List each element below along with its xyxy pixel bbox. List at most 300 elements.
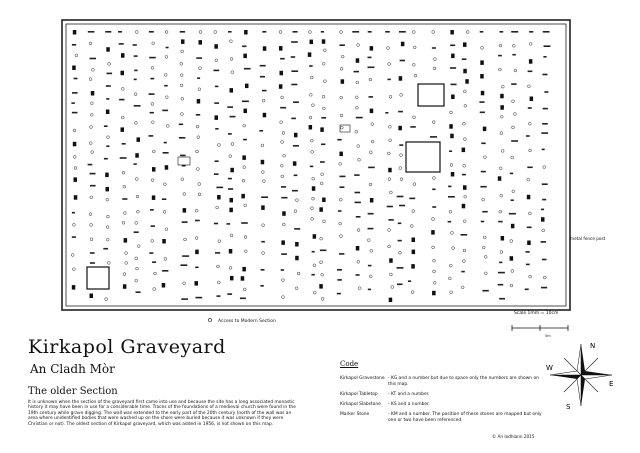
marker-stone bbox=[90, 126, 93, 129]
marker-stone bbox=[151, 103, 154, 106]
gravestone bbox=[525, 289, 529, 291]
marker-stone bbox=[280, 164, 283, 167]
slabstone bbox=[529, 59, 533, 64]
gravestone bbox=[164, 85, 168, 87]
marker-stone bbox=[339, 198, 342, 201]
slabstone bbox=[73, 142, 77, 147]
gravestone bbox=[294, 175, 298, 177]
marker-stone bbox=[452, 247, 455, 250]
gravestone bbox=[544, 45, 551, 47]
marker-stone bbox=[283, 154, 286, 157]
gravestone bbox=[179, 124, 183, 126]
gravestone bbox=[196, 57, 202, 59]
marker-stone bbox=[400, 154, 403, 157]
marker-stone bbox=[243, 288, 246, 291]
marker-stone bbox=[542, 229, 545, 232]
marker-stone bbox=[197, 136, 200, 139]
marker-stone bbox=[388, 229, 391, 232]
slabstone bbox=[527, 241, 531, 246]
slabstone bbox=[137, 137, 141, 142]
section-heading: The older Section bbox=[28, 386, 118, 397]
access-label: Access to Modern Section bbox=[218, 319, 276, 324]
gravestone bbox=[398, 223, 402, 225]
gravestone bbox=[292, 190, 298, 192]
marker-stone bbox=[74, 167, 77, 170]
gravestone bbox=[280, 107, 286, 109]
gravestone bbox=[181, 298, 188, 300]
marker-stone bbox=[281, 96, 284, 99]
marker-stone bbox=[73, 129, 76, 132]
gravestone bbox=[88, 164, 93, 166]
gravestone bbox=[482, 290, 488, 292]
gravestone bbox=[310, 166, 313, 168]
gravestone bbox=[542, 149, 545, 151]
code-desc: - KT and a number. bbox=[388, 392, 430, 397]
marker-stone bbox=[510, 284, 513, 287]
gravestone bbox=[354, 174, 359, 176]
marker-stone bbox=[481, 46, 484, 49]
gravestone bbox=[214, 223, 218, 225]
marker-stone bbox=[231, 71, 234, 74]
gravestone bbox=[293, 101, 299, 103]
gravestone bbox=[149, 31, 154, 33]
slabstone bbox=[230, 168, 234, 173]
marker-stone bbox=[280, 121, 283, 124]
marker-stone bbox=[499, 68, 502, 71]
gravestone bbox=[397, 267, 404, 269]
marker-stone bbox=[136, 195, 139, 198]
marker-stone bbox=[122, 171, 125, 174]
gravestone bbox=[293, 31, 298, 33]
gravestone bbox=[122, 143, 126, 145]
gravestone bbox=[385, 31, 390, 33]
marker-stone bbox=[217, 281, 220, 284]
gravestone bbox=[397, 284, 403, 286]
gravestone bbox=[228, 133, 232, 135]
gravestone bbox=[119, 99, 124, 101]
slabstone bbox=[401, 42, 405, 47]
marker-stone bbox=[163, 210, 166, 213]
gravestone bbox=[462, 58, 467, 60]
gravestone bbox=[368, 265, 372, 267]
marker-stone bbox=[529, 149, 532, 152]
slabstone bbox=[498, 176, 502, 181]
marker-stone bbox=[450, 111, 453, 114]
marker-stone bbox=[432, 121, 435, 124]
marker-stone bbox=[399, 167, 402, 170]
gravestone bbox=[215, 86, 219, 88]
marker-stone bbox=[389, 95, 392, 98]
compass-rose-icon bbox=[546, 340, 616, 410]
marker-stone bbox=[482, 198, 485, 201]
slabstone bbox=[281, 240, 285, 245]
marker-stone bbox=[449, 210, 452, 213]
slabstone bbox=[74, 195, 78, 200]
slabstone bbox=[463, 69, 467, 74]
gravestone bbox=[281, 269, 284, 271]
gravestone bbox=[105, 31, 111, 33]
gravestone bbox=[399, 144, 403, 146]
slabstone bbox=[450, 30, 454, 35]
slabstone bbox=[356, 58, 360, 63]
gravestone bbox=[149, 57, 156, 59]
gravestone bbox=[321, 144, 325, 146]
gravestone bbox=[260, 285, 263, 287]
marker-stone bbox=[262, 252, 265, 255]
slabstone bbox=[121, 127, 125, 131]
slabstone bbox=[465, 79, 469, 84]
gravestone bbox=[499, 298, 505, 300]
marker-stone bbox=[137, 210, 140, 213]
slabstone bbox=[500, 105, 504, 110]
gravestone bbox=[355, 192, 361, 194]
marker-stone bbox=[231, 143, 234, 146]
code-desc: - KM and a number. The position of these stones are mapped but only one or two have been referenced. bbox=[388, 412, 542, 423]
fence-post-note: metal fence post bbox=[570, 236, 606, 241]
slabstone bbox=[431, 230, 435, 235]
marker-stone bbox=[166, 125, 169, 128]
gravestone bbox=[214, 173, 219, 175]
enclosure-southwest bbox=[87, 267, 109, 289]
marker-stone bbox=[294, 210, 297, 213]
marker-stone bbox=[323, 220, 326, 223]
gravestone bbox=[149, 135, 154, 137]
marker-stone bbox=[312, 197, 315, 200]
marker-stone bbox=[164, 183, 167, 186]
marker-stone bbox=[432, 218, 435, 221]
slabstone bbox=[541, 217, 545, 222]
slabstone bbox=[242, 155, 246, 160]
compass-n: N bbox=[590, 342, 596, 350]
gravestone bbox=[180, 31, 185, 33]
marker-stone bbox=[387, 152, 390, 155]
gravestone bbox=[388, 219, 393, 221]
gravestone bbox=[104, 125, 108, 127]
marker-stone bbox=[136, 267, 139, 270]
credit-line: © An Iodhlann 2015 bbox=[492, 434, 535, 439]
marker-stone bbox=[369, 78, 372, 81]
marker-stone bbox=[528, 122, 531, 125]
gravestone bbox=[339, 176, 345, 178]
gravestone bbox=[498, 284, 504, 286]
gravestone bbox=[527, 167, 532, 169]
gravestone bbox=[197, 77, 200, 79]
gravestone bbox=[134, 231, 139, 233]
marker-stone bbox=[215, 59, 218, 62]
gravestone bbox=[543, 108, 548, 110]
marker-stone bbox=[263, 180, 266, 183]
gravestone bbox=[281, 197, 287, 199]
marker-stone bbox=[89, 42, 92, 45]
gravestone bbox=[337, 279, 342, 281]
gravestone bbox=[432, 189, 435, 191]
gravestone bbox=[432, 47, 436, 49]
marker-stone bbox=[282, 223, 285, 226]
marker-stone bbox=[90, 196, 93, 199]
gravestone bbox=[242, 46, 246, 48]
gravestone bbox=[338, 210, 342, 212]
gravestone bbox=[500, 31, 504, 33]
marker-stone bbox=[90, 238, 93, 241]
marker-stone bbox=[214, 31, 217, 34]
marker-stone bbox=[164, 74, 167, 77]
marker-stone bbox=[195, 209, 198, 212]
marker-stone bbox=[198, 193, 201, 196]
marker-stone bbox=[370, 249, 373, 252]
marker-stone bbox=[151, 240, 154, 243]
gravestone bbox=[321, 117, 326, 119]
gravestone bbox=[107, 73, 113, 75]
gravestone bbox=[294, 228, 300, 230]
marker-stone bbox=[261, 144, 264, 147]
gravestone bbox=[162, 198, 166, 200]
marker-stone bbox=[357, 44, 360, 47]
slabstone bbox=[319, 207, 323, 212]
slabstone bbox=[214, 44, 218, 49]
gravestone bbox=[526, 251, 530, 253]
marker-stone bbox=[137, 245, 140, 248]
gravestone bbox=[241, 222, 248, 224]
marker-stone bbox=[387, 47, 390, 50]
marker-stone bbox=[197, 168, 200, 171]
marker-stone bbox=[414, 74, 417, 77]
marker-stone bbox=[106, 238, 109, 241]
marker-stone bbox=[183, 282, 186, 285]
marker-stone bbox=[152, 42, 155, 45]
marker-stone bbox=[511, 270, 514, 273]
slabstone bbox=[263, 46, 267, 51]
marker-stone bbox=[340, 67, 343, 70]
marker-stone bbox=[358, 287, 361, 290]
slabstone bbox=[412, 250, 416, 255]
gravestone bbox=[385, 112, 388, 114]
gravestone bbox=[543, 31, 550, 33]
marker-stone bbox=[340, 235, 343, 238]
slabstone bbox=[432, 291, 436, 296]
marker-stone bbox=[510, 240, 513, 243]
gravestone bbox=[149, 252, 153, 254]
marker-stone bbox=[229, 155, 232, 158]
marker-stone bbox=[165, 228, 168, 231]
gravestone bbox=[227, 223, 231, 225]
gravestone bbox=[408, 280, 411, 282]
access-marker bbox=[208, 318, 211, 321]
marker-stone bbox=[309, 31, 312, 34]
gravestone bbox=[498, 55, 502, 57]
gravestone bbox=[242, 101, 249, 103]
marker-stone bbox=[229, 267, 232, 270]
slabstone bbox=[261, 160, 265, 165]
slabstone bbox=[462, 148, 466, 153]
marker-stone bbox=[122, 221, 125, 224]
marker-stone bbox=[483, 236, 486, 239]
slabstone bbox=[389, 298, 393, 303]
slabstone bbox=[183, 208, 187, 213]
gravestone bbox=[542, 74, 547, 76]
gravestone bbox=[510, 173, 513, 175]
slabstone bbox=[399, 76, 403, 81]
code-desc: - KG and a number but due to space only the numbers are shown on this map. bbox=[388, 376, 539, 387]
gravestone bbox=[340, 186, 345, 188]
marker-stone bbox=[369, 183, 372, 186]
gravestone bbox=[164, 142, 167, 144]
marker-stone bbox=[321, 298, 324, 301]
gravestone bbox=[293, 145, 299, 147]
gravestone bbox=[291, 70, 298, 72]
gravestone bbox=[544, 91, 548, 93]
gravestone bbox=[528, 107, 532, 109]
slabstone bbox=[511, 224, 515, 229]
marker-stone bbox=[198, 183, 201, 186]
marker-stone bbox=[135, 31, 138, 34]
marker-stone bbox=[282, 132, 285, 135]
marker-stone bbox=[281, 175, 284, 178]
slabstone bbox=[217, 195, 221, 200]
gravestone bbox=[281, 253, 287, 255]
slabstone bbox=[279, 84, 283, 89]
gravestone bbox=[337, 139, 341, 141]
marker-stone bbox=[313, 264, 316, 267]
gravestone bbox=[450, 67, 456, 69]
marker-stone bbox=[279, 31, 282, 34]
slabstone bbox=[412, 238, 416, 243]
gravestone bbox=[163, 152, 169, 154]
slabstone bbox=[106, 110, 110, 115]
gravestone bbox=[150, 209, 154, 211]
marker-stone bbox=[195, 237, 198, 240]
slabstone bbox=[463, 185, 467, 190]
gravestone bbox=[228, 188, 233, 190]
marker-stone bbox=[135, 222, 138, 225]
slabstone bbox=[152, 195, 156, 200]
slabstone bbox=[244, 109, 248, 114]
marker-stone bbox=[181, 97, 184, 100]
gravestone bbox=[398, 240, 402, 242]
marker-stone bbox=[125, 252, 128, 255]
gravestone bbox=[72, 236, 76, 238]
slabstone bbox=[121, 71, 125, 76]
marker-stone bbox=[340, 126, 343, 129]
marker-stone bbox=[527, 178, 530, 181]
slabstone bbox=[388, 168, 392, 173]
gravestone bbox=[291, 118, 296, 120]
gravestone bbox=[90, 252, 95, 254]
marker-stone bbox=[106, 198, 109, 201]
marker-stone bbox=[107, 262, 110, 265]
marker-stone bbox=[410, 225, 413, 228]
gravestone bbox=[261, 269, 265, 271]
gravestone bbox=[542, 259, 547, 261]
marker-stone bbox=[413, 116, 416, 119]
gravestone bbox=[134, 55, 138, 57]
gravestone bbox=[369, 96, 374, 98]
slabstone bbox=[389, 258, 393, 263]
gravestone bbox=[542, 199, 546, 201]
marker-stone bbox=[123, 185, 126, 188]
slabstone bbox=[244, 30, 248, 35]
marker-stone bbox=[500, 194, 503, 197]
marker-stone bbox=[152, 150, 155, 153]
marker-stone bbox=[482, 246, 485, 249]
gravestone bbox=[511, 31, 518, 33]
marker-stone bbox=[165, 96, 168, 99]
gravestone bbox=[542, 123, 548, 125]
compass-s: S bbox=[566, 403, 571, 410]
slabstone bbox=[72, 285, 76, 290]
marker-stone bbox=[499, 44, 502, 47]
gravestone bbox=[134, 70, 137, 72]
slabstone bbox=[312, 186, 316, 191]
slabstone bbox=[197, 99, 201, 104]
slabstone bbox=[451, 172, 455, 177]
marker-stone bbox=[242, 179, 245, 182]
marker-stone bbox=[90, 113, 93, 116]
gravestone bbox=[541, 287, 547, 289]
marker-stone bbox=[412, 31, 415, 34]
gravestone bbox=[261, 196, 268, 198]
slabstone bbox=[72, 66, 76, 71]
gravestone bbox=[291, 56, 296, 58]
marker-stone bbox=[529, 43, 532, 46]
slabstone bbox=[462, 204, 466, 209]
marker-stone bbox=[461, 286, 464, 289]
slabstone bbox=[449, 124, 453, 129]
marker-stone bbox=[514, 113, 517, 116]
slabstone bbox=[135, 153, 139, 158]
gravestone bbox=[397, 196, 404, 198]
gravestone bbox=[227, 106, 233, 108]
slabstone bbox=[282, 211, 286, 216]
gravestone bbox=[215, 252, 220, 254]
slabstone bbox=[195, 250, 199, 255]
gravestone bbox=[528, 71, 533, 73]
gravestone bbox=[149, 93, 155, 95]
gravestone bbox=[152, 261, 156, 263]
grave-markers bbox=[71, 30, 550, 302]
gravestone bbox=[106, 98, 109, 100]
slabstone bbox=[500, 94, 504, 99]
marker-stone bbox=[244, 236, 247, 239]
gravestone bbox=[72, 112, 78, 114]
gravestone bbox=[320, 161, 325, 163]
gravestone bbox=[262, 90, 267, 92]
gravestone bbox=[542, 183, 548, 185]
map-title: Kirkapol Graveyard bbox=[28, 336, 226, 358]
marker-stone bbox=[184, 238, 187, 241]
gravestone bbox=[399, 31, 406, 33]
gravestone bbox=[88, 31, 95, 33]
slabstone bbox=[279, 46, 283, 51]
marker-stone bbox=[261, 171, 264, 174]
gravestone bbox=[72, 44, 76, 46]
gravestone bbox=[134, 79, 137, 81]
marker-stone bbox=[196, 125, 199, 128]
gravestone bbox=[448, 196, 455, 198]
marker-stone bbox=[73, 156, 76, 159]
gravestone bbox=[214, 102, 219, 104]
marker-stone bbox=[230, 234, 233, 237]
marker-stone bbox=[357, 145, 360, 148]
marker-stone bbox=[433, 67, 436, 70]
marker-stone bbox=[529, 275, 532, 278]
marker-stone bbox=[464, 104, 467, 107]
gravestone bbox=[480, 112, 485, 114]
slabstone bbox=[73, 30, 77, 35]
gravestone bbox=[320, 250, 327, 252]
marker-stone bbox=[313, 291, 316, 294]
slabstone bbox=[356, 246, 360, 251]
slabstone bbox=[293, 161, 297, 166]
